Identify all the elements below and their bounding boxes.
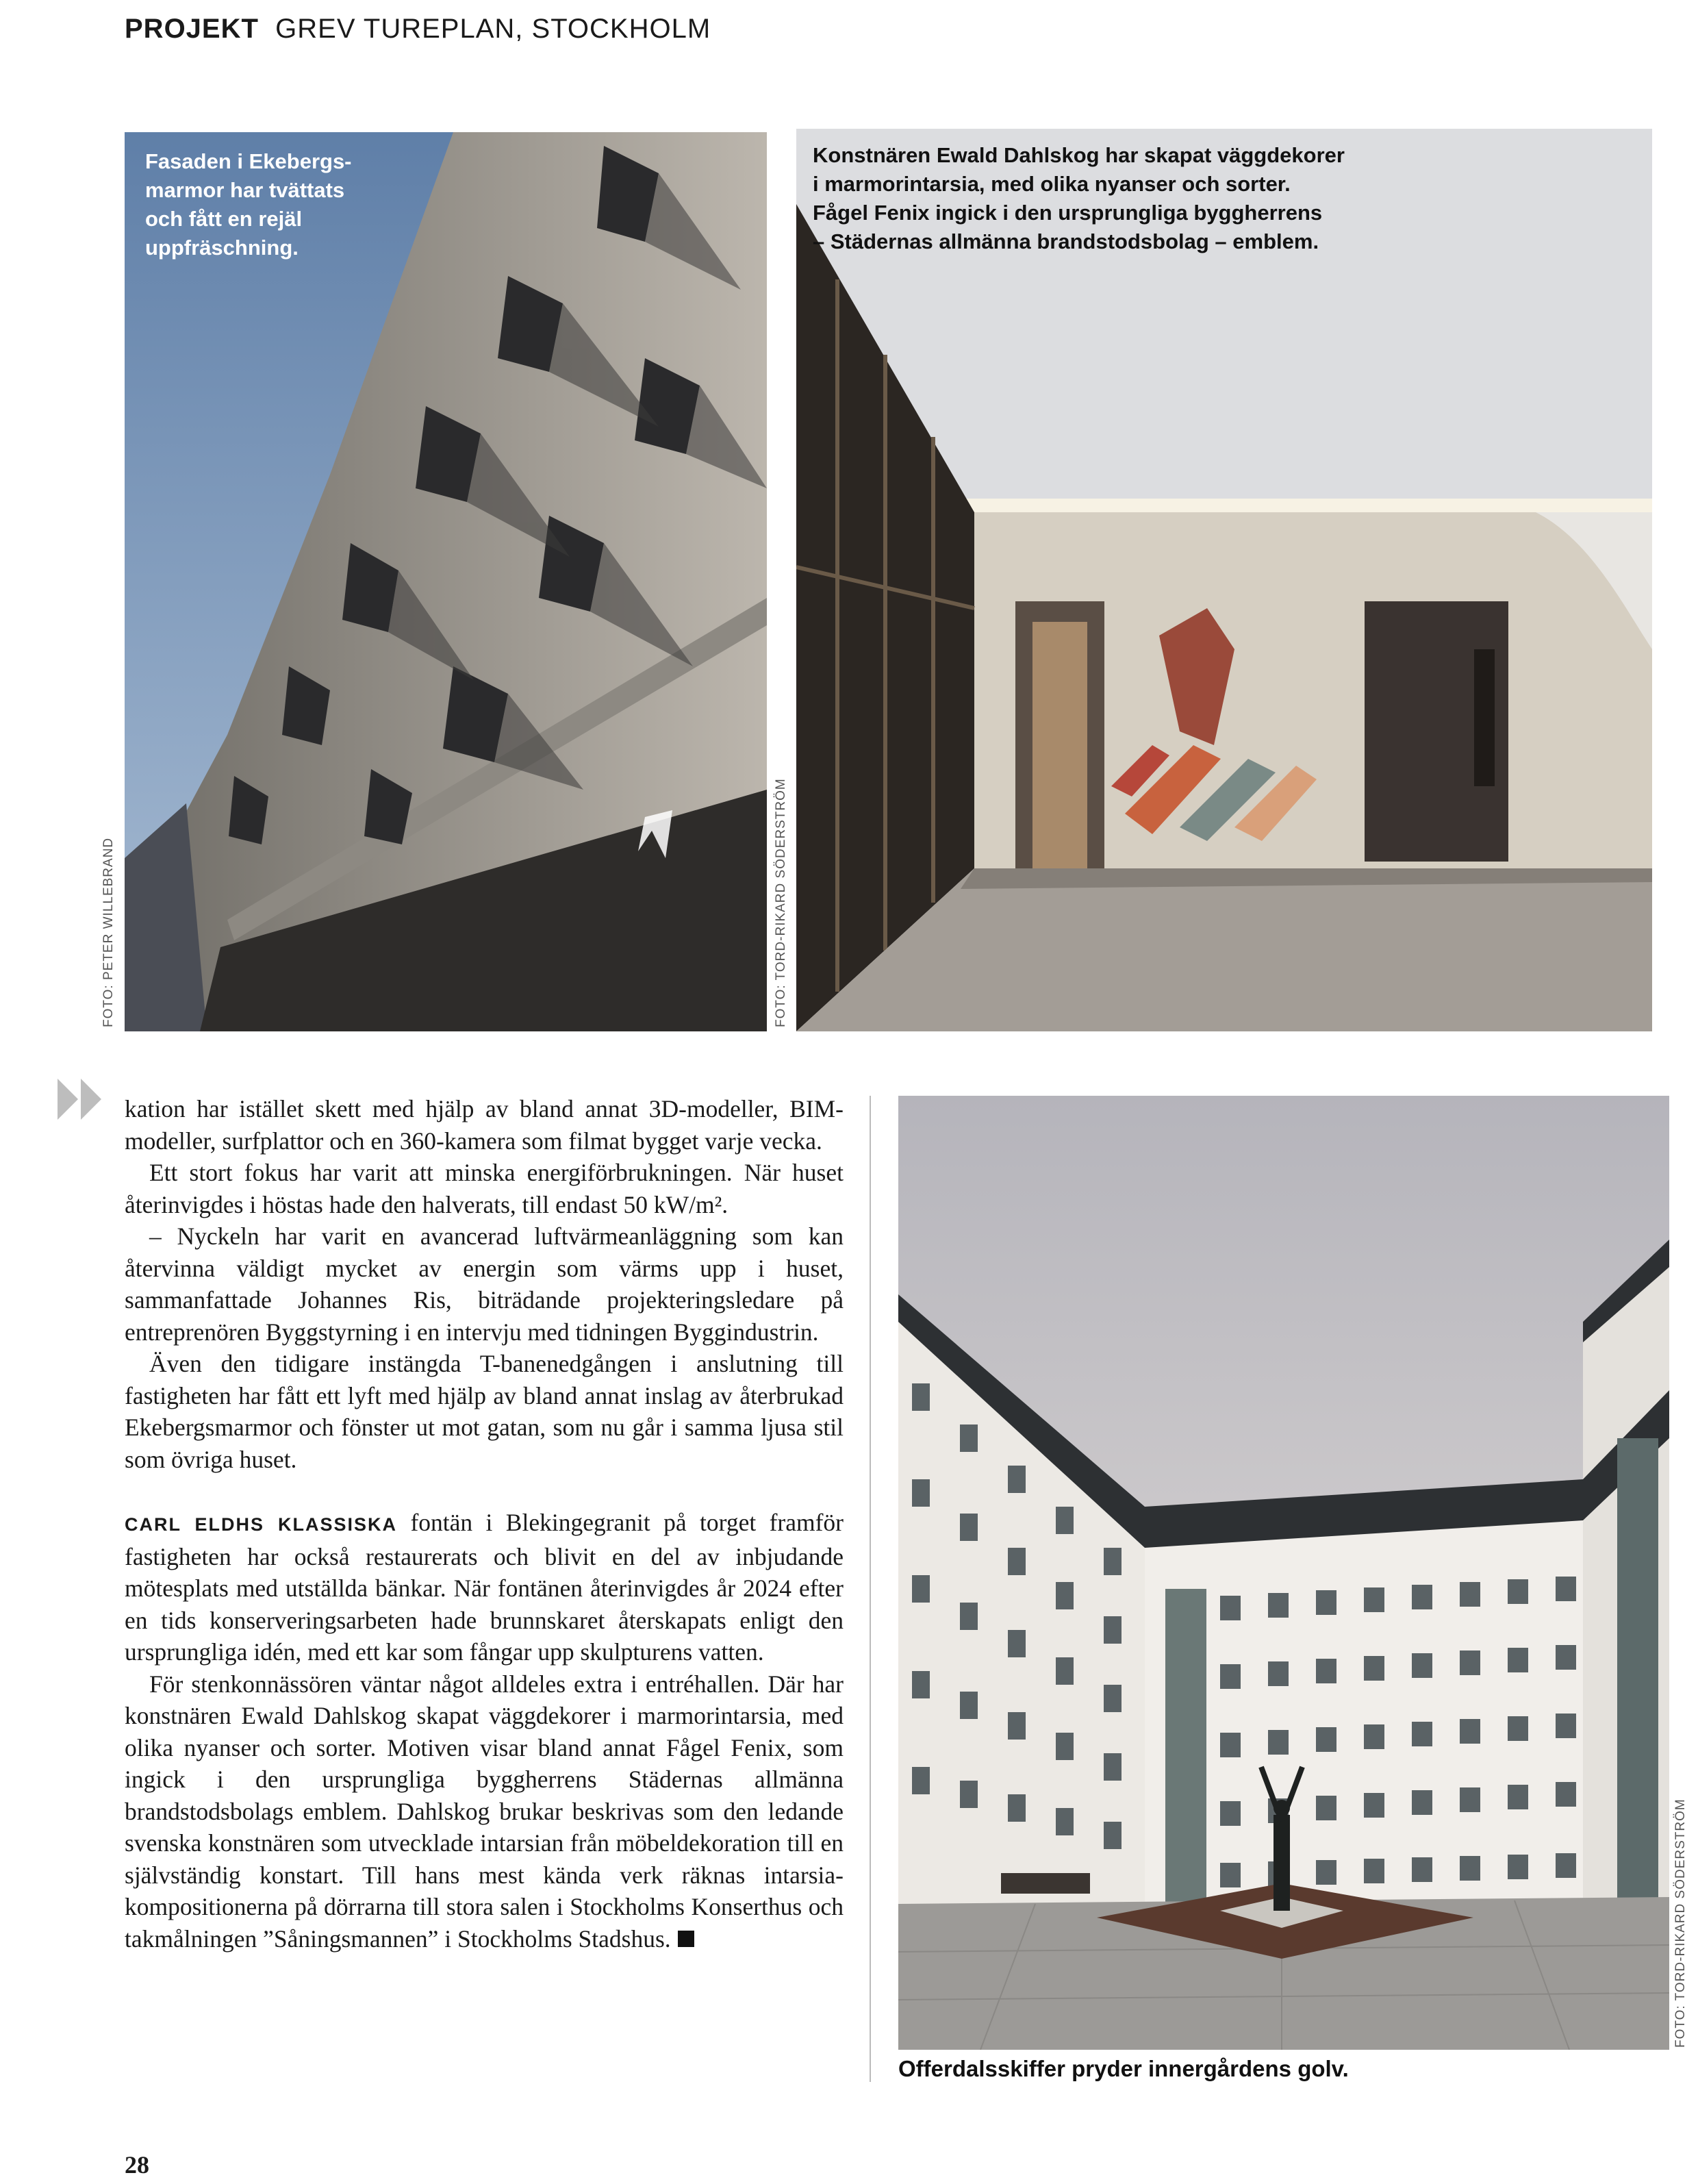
page-header: [125, 14, 711, 45]
section-label: PROJEKT: [125, 14, 259, 44]
column-divider: [870, 1096, 871, 2082]
lobby-photo-credit: FOTO: TORD-RIKARD SÖDERSTRÖM: [774, 778, 788, 1027]
facade-photo-image: [125, 132, 767, 1031]
paragraph-2: Ett stort fokus har varit att minska energiförbrukningen. När huset återinvigdes i höstas hade den halverats, till endast 50 kW/m².: [125, 1159, 844, 1218]
paragraph-6-text: För stenkonnässören väntar något alldeles extra i entréhallen. Där har konstnären Ewald Dahlskog skapat väggdekorer i marmorintarsia, med olika nyanser och sorter. Motiven visar bland annat Fågel Fenix, som ingick i den ursprungliga byggherrens Städernas allmänna brandstodsbolags emblem. Dahlskog brukar beskrivas som den ledande svenska konstnären som utvecklade intarsian från möbeldekoration till en självständig konstart. Till hans mest kända verk räknas intarsia-kompositionerna på dörrarna till stora salen i Stockholms Konserthus och takmålningen ”Såningsmannen” i Stockholms Stadshus.: [125, 1670, 844, 1953]
paragraph-6: [125, 1668, 844, 1955]
paragraph-1: kation har istället skett med hjälp av bland annat 3D-modeller, BIM-modeller, surfplattor och en 360-kamera som filmat bygget varje vecka.: [125, 1095, 844, 1155]
end-mark-icon: [678, 1931, 694, 1947]
facade-caption: Fasaden i Ekebergs- marmor har tvättats och fått en rejäl uppfräschning.: [145, 149, 352, 260]
facade-photo-credit: FOTO: PETER WILLEBRAND: [101, 837, 116, 1027]
courtyard-photo-image: [898, 1096, 1669, 2050]
paragraph-3: – Nyckeln har varit en avancerad luftvärmeanläggning som kan återvinna väldigt mycket av energin som värms upp i huset, sammanfattade Johannes Ris, biträdande projekteringsledare på entreprenören Byggstyrning i en intervju med tidningen Byggindustrin.: [125, 1222, 844, 1346]
header-title: GREV TUREPLAN, STOCKHOLM: [275, 14, 711, 44]
page-number: 28: [125, 2151, 149, 2179]
paragraph-5-text: fontän i Blekingegranit på torget framför fastigheten har också restaurerats och blivit en del av inbjudande mötesplats med utställda bänkar. När fontänen återinvigdes år 2024 efter en tids konserveringsarbeten hade brunnskaret återskapats enligt den ursprungliga idén, med ett kar som fångar upp skulpturens vatten.: [125, 1509, 844, 1666]
courtyard-caption: Offerdalsskiffer pryder innergårdens golv.: [898, 2056, 1349, 2081]
paragraph-4: Även den tidigare instängda T-banenedgången i anslutning till fastigheten har fått ett lyft med hjälp av bland annat inslag av återbrukad Ekebergsmarmor och fönster ut mot gatan, som nu går i samma ljusa stil som övriga huset.: [125, 1350, 844, 1473]
courtyard-photo-credit: FOTO: TORD-RIKARD SÖDERSTRÖM: [1673, 1798, 1688, 2048]
lobby-caption: Konstnären Ewald Dahlskog har skapat väggdekorer i marmorintarsia, med olika nyanser och sorter. Fågel Fenix ingick i den ursprungliga byggherrens – Städernas allmänna brandstodsbolag – emblem.: [813, 143, 1345, 253]
paragraph-5-lead: CARL ELDHS KLASSISKA: [125, 1514, 398, 1535]
continue-arrow-icon: [58, 1079, 105, 1120]
lobby-photo-image: [796, 129, 1652, 1031]
article-body: [125, 1093, 844, 1955]
courtyard-photo: [898, 1096, 1669, 2050]
facade-photo: [125, 132, 767, 1031]
lobby-photo: [796, 129, 1652, 1031]
paragraph-5: [125, 1507, 844, 1668]
